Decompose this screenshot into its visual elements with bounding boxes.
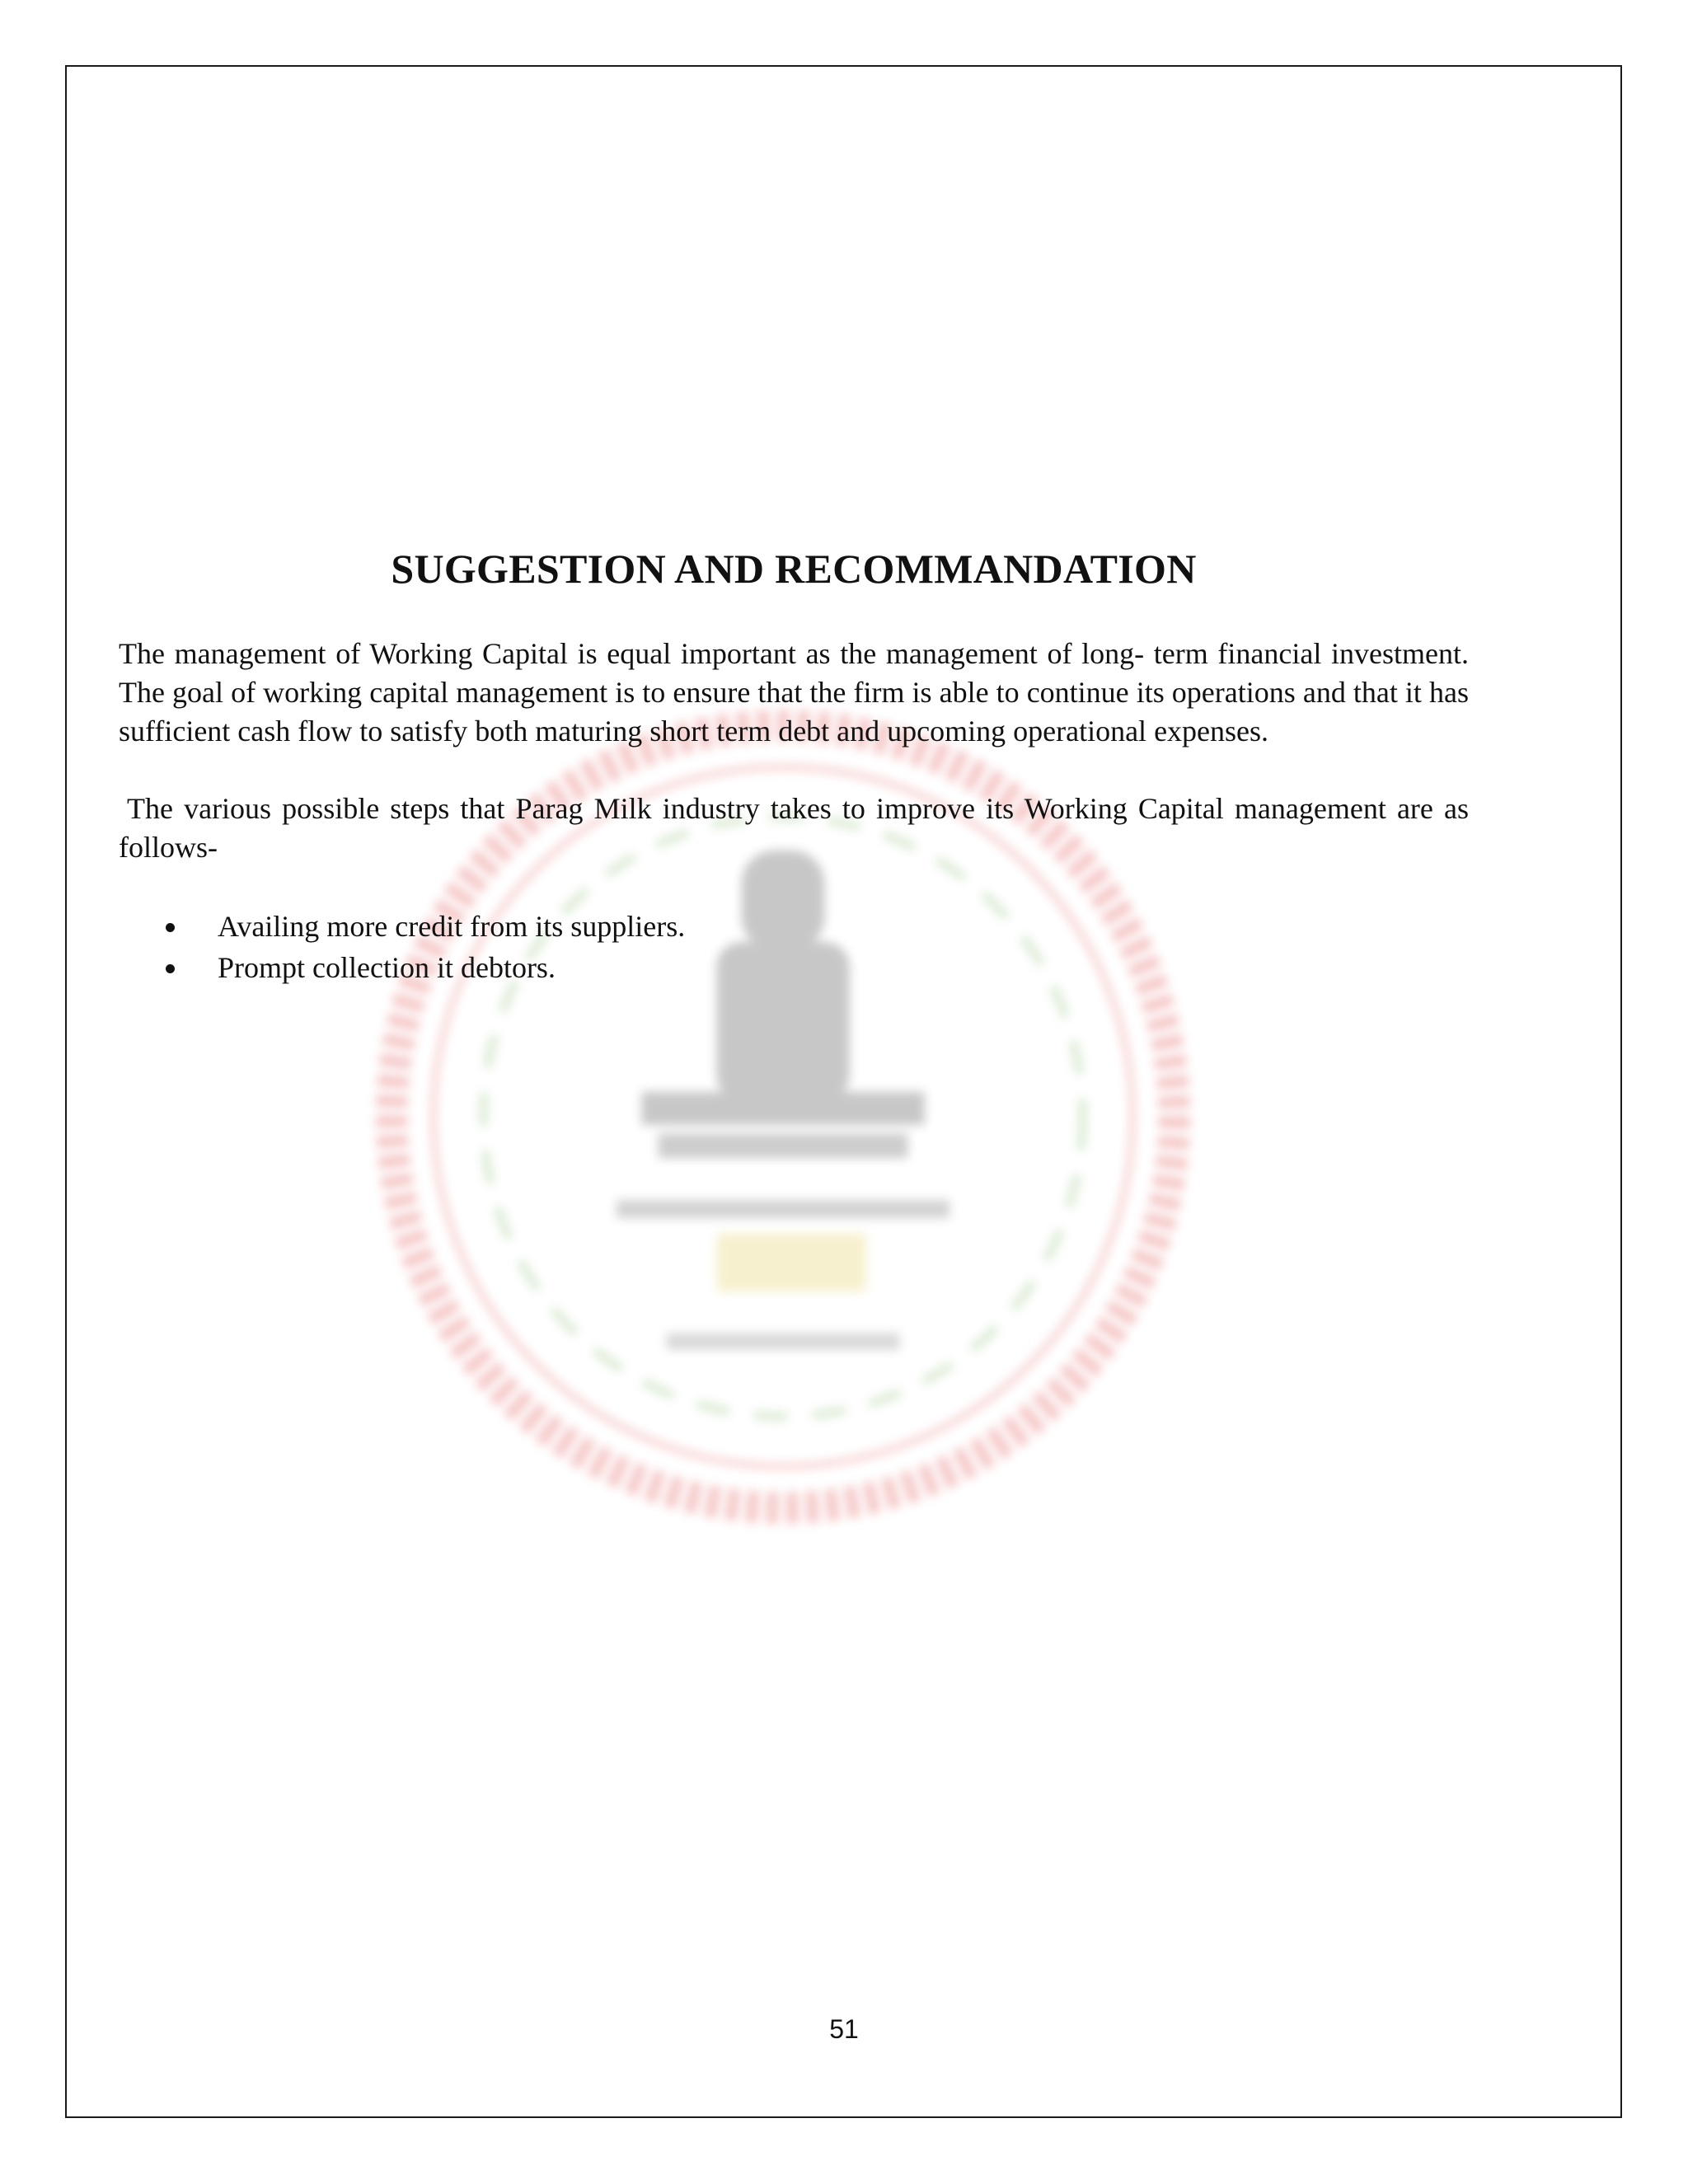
page-title: SUGGESTION AND RECOMMANDATION	[391, 546, 1197, 592]
list-item	[119, 906, 1469, 947]
steps-paragraph: The various possible steps that Parag Milk industry takes to improve its Working Capital management are as follows-	[119, 792, 1469, 864]
list-item	[119, 947, 1469, 988]
list-item-text: Availing more credit from its suppliers.	[218, 910, 686, 943]
document-body	[119, 544, 1469, 988]
bullet-icon	[166, 964, 175, 973]
bullet-icon	[166, 923, 175, 932]
list-item-text: Prompt collection it debtors.	[218, 951, 556, 984]
intro-paragraph: The management of Working Capital is equal important as the management of long- term financial investment. The goal of working capital management is to ensure that the firm is able to continue its operations and that it has sufficient cash flow to satisfy both maturing short term debt and upcoming operational expenses.	[119, 637, 1469, 748]
page-number: 51	[829, 2014, 859, 2044]
recommendation-list	[119, 906, 1469, 988]
